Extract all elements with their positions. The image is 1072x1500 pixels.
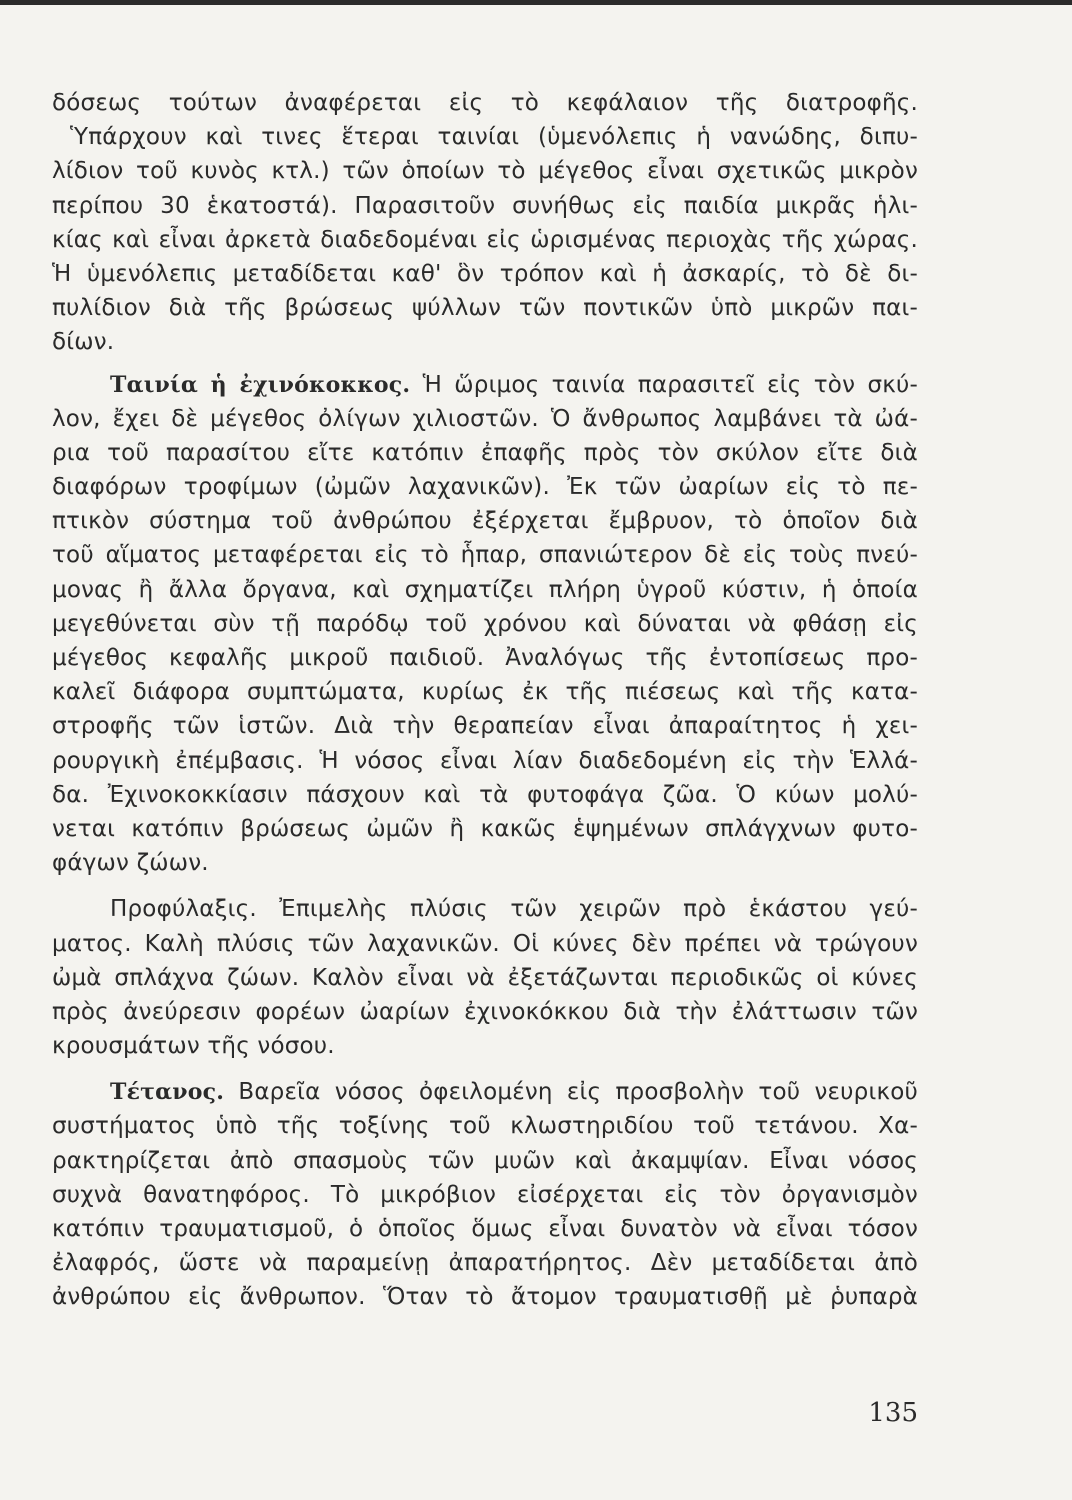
- page-body: [52, 86, 918, 1315]
- text-line: ὠμὰ σπλάχνα ζώων. Καλὸν εἶναι νὰ ἐξετάζωνται περιοδικῶς οἱ κύνες: [52, 964, 918, 991]
- page-number: 135: [868, 1398, 918, 1428]
- text-line: τοῦ αἵματος μεταφέρεται εἰς τὸ ἧπαρ, σπανιώτερον δὲ εἰς τοὺς πνεύ-: [52, 542, 918, 569]
- paragraph-tetanus: [52, 1075, 918, 1314]
- text-line: φάγων ζώων.: [52, 850, 209, 877]
- text-line: Προφύλαξις. Ἐπιμελὴς πλύσις τῶν χειρῶν πρὸ ἑκάστου γεύ-: [110, 896, 918, 923]
- text-line: πρὸς ἀνεύρεσιν φορέων ὠαρίων ἐχινοκόκκου διὰ τὴν ἐλάττωσιν τῶν: [52, 998, 918, 1025]
- text-line: [52, 1075, 918, 1109]
- text-line: ρακτηρίζεται ἀπὸ σπασμοὺς τῶν μυῶν καὶ ἀκαμψίαν. Εἶναι νόσος: [52, 1147, 918, 1174]
- text-line: [52, 368, 918, 402]
- text-line: συστήματος ὑπὸ τῆς τοξίνης τοῦ κλωστηριδίου τοῦ τετάνου. Χα-: [52, 1113, 918, 1140]
- text-line: πυλίδιον διὰ τῆς βρώσεως ψύλλων τῶν ποντικῶν ὑπὸ μικρῶν παι-: [52, 295, 918, 322]
- text-line: περίπου 30 ἑκατοστά). Παρασιτοῦν συνήθως εἰς παιδία μικρᾶς ἡλι-: [52, 192, 918, 219]
- text-line: ἀνθρώπου εἰς ἄνθρωπον. Ὅταν τὸ ἄτομον τραυματισθῇ μὲ ῥυπαρὰ: [52, 1284, 918, 1311]
- text-line: συχνὰ θανατηφόρος. Τὸ μικρόβιον εἰσέρχεται εἰς τὸν ὀργανισμὸν: [52, 1181, 918, 1208]
- page-top-edge: [0, 0, 1072, 5]
- text-line: καλεῖ διάφορα συμπτώματα, κυρίως ἐκ τῆς πιέσεως καὶ τῆς κατα-: [52, 679, 918, 706]
- paragraph-echinococcus: [52, 368, 918, 881]
- text-line: μέγεθος κεφαλῆς μικροῦ παιδιοῦ. Ἀναλόγως τῆς ἐντοπίσεως προ-: [52, 645, 918, 671]
- text-line: κρουσμάτων τῆς νόσου.: [52, 1033, 335, 1060]
- text-line: Ἡ ὑμενόλεπις μεταδίδεται καθ' ὃν τρόπον καὶ ἡ ἀσκαρίς, τὸ δὲ δι-: [52, 260, 918, 287]
- text-line: μονας ἢ ἄλλα ὄργανα, καὶ σχηματίζει πλήρη ὑγροῦ κύστιν, ἡ ὁποία: [52, 576, 918, 603]
- section-heading-echinococcus: Ταινία ἡ ἐχινόκοκκος.: [110, 371, 411, 398]
- text-line: ρουργικὴ ἐπέμβασις. Ἡ νόσος εἶναι λίαν διαδεδομένη εἰς τὴν Ἑλλά-: [52, 747, 918, 774]
- paragraph-prevention: [52, 892, 918, 1063]
- text-line: νεται κατόπιν βρώσεως ὠμῶν ἢ κακῶς ἑψημένων σπλάγχνων φυτο-: [52, 815, 918, 842]
- text-line: λον, ἔχει δὲ μέγεθος ὀλίγων χιλιοστῶν. Ὁ ἄνθρωπος λαμβάνει τὰ ὠά-: [52, 405, 918, 432]
- text-line: κατόπιν τραυματισμοῦ, ὁ ὁποῖος ὅμως εἶναι δυνατὸν νὰ εἶναι τόσον: [52, 1216, 918, 1242]
- text-line: στροφῆς τῶν ἱστῶν. Διὰ τὴν θεραπείαν εἶναι ἀπαραίτητος ἡ χει-: [52, 713, 918, 740]
- heading-line-rest: Ἡ ὥριμος ταινία παρασιτεῖ εἰς τὸν σκύ-: [422, 371, 918, 398]
- text-line: ρια τοῦ παρασίτου εἴτε κατόπιν ἐπαφῆς πρὸς τὸν σκύλον εἴτε διὰ: [52, 439, 918, 466]
- text-line: ματος. Καλὴ πλύσις τῶν λαχανικῶν. Οἱ κύνες δὲν πρέπει νὰ τρώγουν: [52, 930, 918, 957]
- paragraph-tapeworms-other: [52, 86, 918, 360]
- text-line: Ὑπάρχουν καὶ τινες ἕτεραι ταινίαι (ὑμενόλεπις ἡ νανώδης, διπυ-: [70, 124, 918, 151]
- section-heading-tetanus: Τέτανος.: [110, 1079, 225, 1106]
- text-line: λίδιον τοῦ κυνὸς κτλ.) τῶν ὁποίων τὸ μέγεθος εἶναι σχετικῶς μικρὸν: [52, 158, 918, 185]
- text-line: μεγεθύνεται σὺν τῇ παρόδῳ τοῦ χρόνου καὶ δύναται νὰ φθάσῃ εἰς: [52, 610, 918, 637]
- text-line: κίας καὶ εἶναι ἀρκετὰ διαδεδομέναι εἰς ὡρισμένας περιοχὰς τῆς χώρας.: [52, 226, 918, 253]
- heading-line-rest: Βαρεῖα νόσος ὀφειλομένη εἰς προσβολὴν τοῦ νευρικοῦ: [238, 1079, 918, 1106]
- text-line: διαφόρων τροφίμων (ὠμῶν λαχανικῶν). Ἐκ τῶν ὠαρίων εἰς τὸ πε-: [52, 474, 918, 501]
- text-line: δα. Ἐχινοκοκκίασιν πάσχουν καὶ τὰ φυτοφάγα ζῶα. Ὁ κύων μολύ-: [52, 781, 918, 808]
- text-line: δόσεως τούτων ἀναφέρεται εἰς τὸ κεφάλαιον τῆς διατροφῆς.: [52, 90, 918, 116]
- text-line: πτικὸν σύστημα τοῦ ἀνθρώπου ἐξέρχεται ἔμβρυον, τὸ ὁποῖον διὰ: [52, 508, 918, 535]
- text-line: δίων.: [52, 329, 115, 356]
- text-line: ἐλαφρός, ὥστε νὰ παραμείνῃ ἀπαρατήρητος. Δὲν μεταδίδεται ἀπὸ: [52, 1250, 918, 1277]
